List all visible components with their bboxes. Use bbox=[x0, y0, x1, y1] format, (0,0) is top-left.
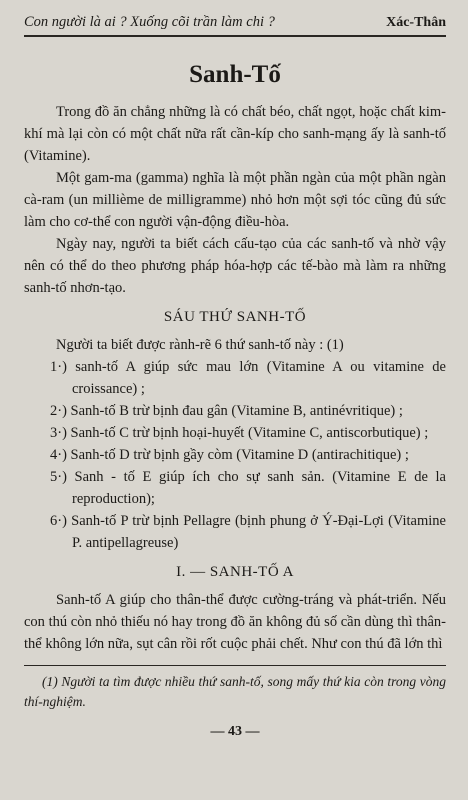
running-head-section: Xác-Thân bbox=[386, 15, 446, 30]
list-item: 5·) Sanh - tố E giúp ích cho sự sanh sản. (Vitamine E de la reproduction); bbox=[50, 469, 446, 507]
subsection-heading: I. — SANH-TỐ A bbox=[176, 564, 294, 580]
running-head-title: Con người là ai ? Xuống cõi trần làm chi ? bbox=[24, 14, 275, 30]
intro-paragraph-2: Một gam-ma (gamma) nghĩa là một phần ngàn của một phần ngàn cà-ram (un millième de milligramme) nhỏ hơn một sợi tóc cũng đủ sức làm cho cơ-thể con người vận-động điều-hòa. bbox=[24, 170, 446, 230]
list-item: 6·) Sanh-tố P trừ bịnh Pellagre (bịnh phung ở Ý-Đại-Lợi (Vitamine P. antipellagreuse) bbox=[50, 513, 446, 551]
chapter-title: Sanh-Tố bbox=[189, 61, 281, 88]
subsection-paragraph: Sanh-tố A giúp cho thân-thể được cường-tráng và phát-triển. Nếu con thú còn nhỏ thiếu nó hay trong đồ ăn không đủ số cần dùng thì thân-thể không lớn nữa, sụt cân rồi rốt cuộc phải chết. Như con thú đã lớn thì bbox=[24, 592, 446, 652]
footnote-divider bbox=[24, 665, 446, 666]
vitamin-list bbox=[24, 356, 446, 554]
page-number: — 43 — bbox=[210, 724, 260, 739]
list-intro: Người ta biết được rành-rẽ 6 thứ sanh-tố này : (1) bbox=[56, 337, 344, 353]
list-item: 1·) sanh-tố A giúp sức mau lớn (Vitamine A ou vitamine de croissance) ; bbox=[50, 359, 446, 397]
footnote: (1) Người ta tìm được nhiều thứ sanh-tố, song mấy thứ kia còn trong vòng thí-nghiệm. bbox=[24, 674, 446, 709]
intro-paragraph-3: Ngày nay, người ta biết cách cấu-tạo của các sanh-tố và nhờ vậy nên có thể do theo phương pháp hóa-hợp các tế-bào mà làm ra những sanh-tố nhơn-tạo. bbox=[24, 236, 446, 296]
list-item: 2·) Sanh-tố B trừ bịnh đau gân (Vitamine B, antinévritique) ; bbox=[50, 403, 403, 419]
section-heading: SÁU THỨ SANH-TỐ bbox=[163, 309, 307, 325]
intro-paragraph-1: Trong đồ ăn chẳng những là có chất béo, chất ngọt, hoặc chất kim-khí mà lại còn có một chất nữa rất cần-kíp cho sanh-mạng ấy là sanh-tố (Vitamine). bbox=[24, 104, 446, 164]
list-item: 3·) Sanh-tố C trừ bịnh hoại-huyết (Vitamine C, antiscorbutique) ; bbox=[50, 425, 429, 441]
running-head bbox=[24, 14, 446, 37]
list-item: 4·) Sanh-tố D trừ bịnh gầy còm (Vitamine D (antirachitique) ; bbox=[50, 447, 409, 463]
